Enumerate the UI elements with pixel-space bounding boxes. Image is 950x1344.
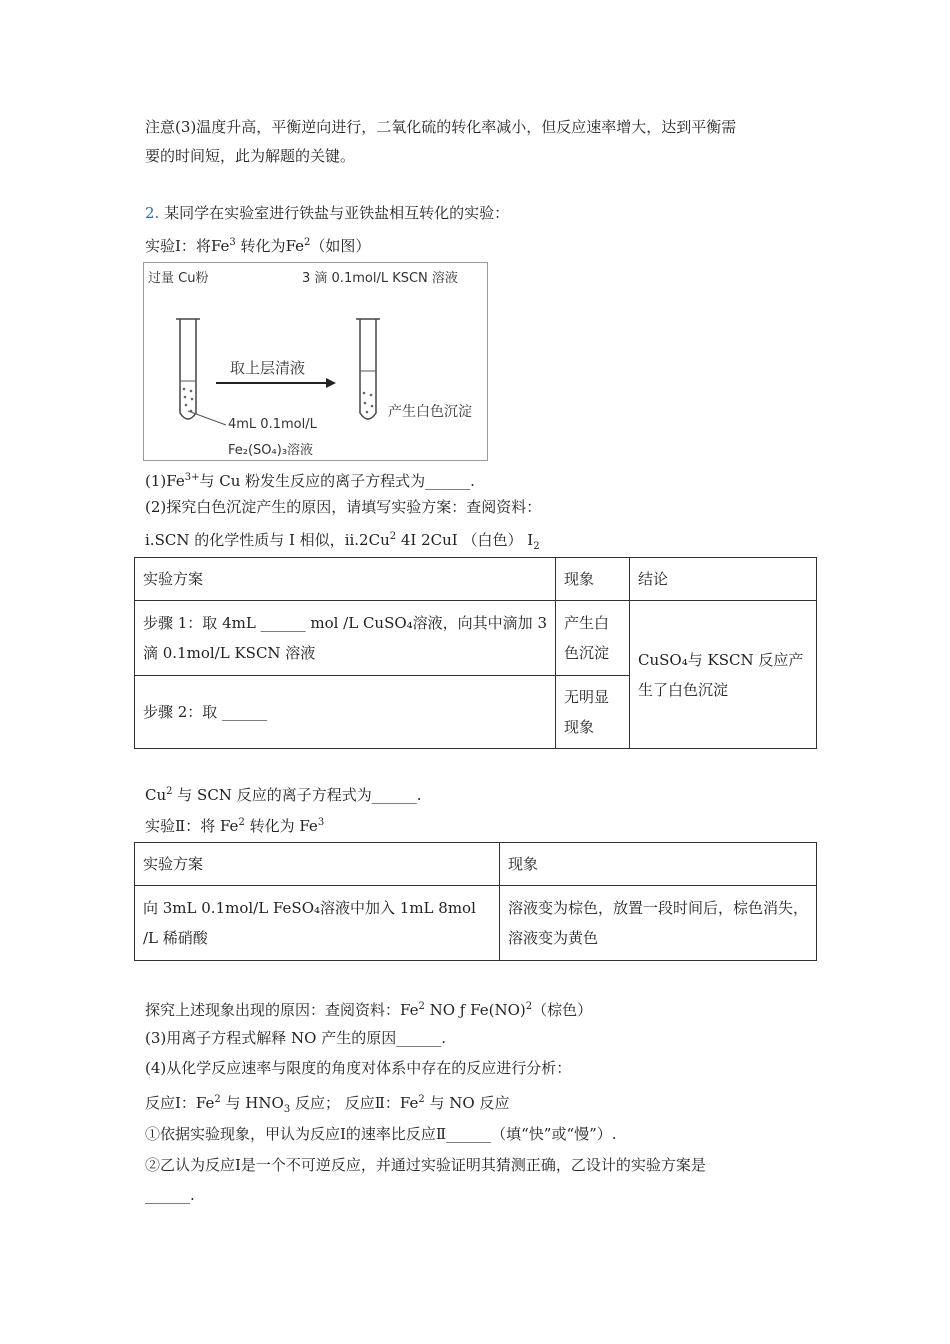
table-cell: 产生白色沉淀 <box>556 601 630 676</box>
part-4: (4)从化学反应速率与限度的角度对体系中存在的反应进行分析： <box>145 1059 572 1077</box>
question-stem-text: 某同学在实验室进行铁盐与亚铁盐相互转化的实验： <box>164 204 510 222</box>
table-header-cell: 实验方案 <box>135 558 556 601</box>
figure-label-cu: 过量 Cu粉 <box>148 271 209 286</box>
reactions-line: 反应Ⅰ：Fe$^2$ 与 $HNO_3$ 反应； 反应Ⅱ：Fe$^2$ 与 NO 反应 <box>145 1094 510 1115</box>
experiment-table-2 <box>134 842 817 961</box>
table-cell: 步骤 1：取 4mL ______ mol /L CuSO₄溶液，向其中滴加 3 滴 0.1mol/L KSCN 溶液 <box>135 601 556 676</box>
sub-question-2-blank: ______. <box>145 1186 195 1204</box>
table-header-cell: 现象 <box>556 558 630 601</box>
question-2-stem <box>145 203 509 223</box>
experiment-1-title: 实验Ⅰ：将Fe$^3$ 转化为Fe$^2$（如图） <box>145 237 371 255</box>
table-cell: 向 3mL 0.1mol/L FeSO₄溶液中加入 1mL 8mol /L 稀硝酸 <box>135 886 500 961</box>
part-2: (2)探究白色沉淀产生的原因，请填写实验方案：查阅资料： <box>145 498 542 516</box>
figure-label-arrow: 取上层清液 <box>230 359 306 377</box>
question-number: 2. <box>145 204 160 222</box>
sub-question-1: ①依据实验现象，甲认为反应Ⅰ的速率比反应Ⅱ______（填“快”或“慢”）. <box>145 1125 617 1143</box>
table-header-row <box>135 843 817 886</box>
table-header-cell: 现象 <box>500 843 817 886</box>
table-cell: CuSO₄与 KSCN 反应产生了白色沉淀 <box>630 601 817 749</box>
table-header-cell: 结论 <box>630 558 817 601</box>
table-header-row <box>135 558 817 601</box>
figure-label-kscn: 3 滴 0.1mol/L KSCN 溶液 <box>302 271 458 286</box>
explore-reason: 探究上述现象出现的原因：查阅资料：Fe$^2$ NO ƒ Fe(NO)$^2$（棕色） <box>145 1001 593 1019</box>
reference-info: i.SCN 的化学性质与 I 相似，ii.2Cu$^2$ 4I 2CuI （白色） $I_2$ <box>145 531 540 552</box>
table-cell: 步骤 2：取 ______ <box>135 676 556 749</box>
table-row <box>135 886 817 961</box>
experiment-2-title: 实验Ⅱ：将 Fe$^2$ 转化为 Fe$^3$ <box>145 817 325 835</box>
intro-line-1: 注意(3)温度升高，平衡逆向进行，二氧化硫的转化率减小，但反应速率增大，达到平衡需 <box>145 118 737 136</box>
table-row <box>135 601 817 676</box>
table-header-cell: 实验方案 <box>135 843 500 886</box>
figure-label-solution-2: Fe₂(SO₄)₃溶液 <box>228 443 314 458</box>
experiment-figure <box>143 262 488 461</box>
table-cell: 溶液变为棕色，放置一段时间后，棕色消失，溶液变为黄色 <box>500 886 817 961</box>
experiment-table-1 <box>134 557 817 749</box>
table-cell: 无明显现象 <box>556 676 630 749</box>
cu-scn-equation-prompt: Cu$^2$ 与 SCN 反应的离子方程式为______. <box>145 786 422 804</box>
figure-label-solution-1: 4mL 0.1mol/L <box>228 417 317 432</box>
part-3: (3)用离子方程式解释 NO 产生的原因______. <box>145 1029 446 1047</box>
sub-question-2: ②乙认为反应Ⅰ是一个不可逆反应，并通过实验证明其猜测正确，乙设计的实验方案是 <box>145 1156 706 1174</box>
figure-label-precipitate: 产生白色沉淀 <box>388 404 472 420</box>
part-1: $(1)Fe^{3+}$与 Cu 粉发生反应的离子方程式为______. <box>145 472 475 490</box>
intro-line-2: 要的时间短，此为解题的关键。 <box>145 147 356 165</box>
